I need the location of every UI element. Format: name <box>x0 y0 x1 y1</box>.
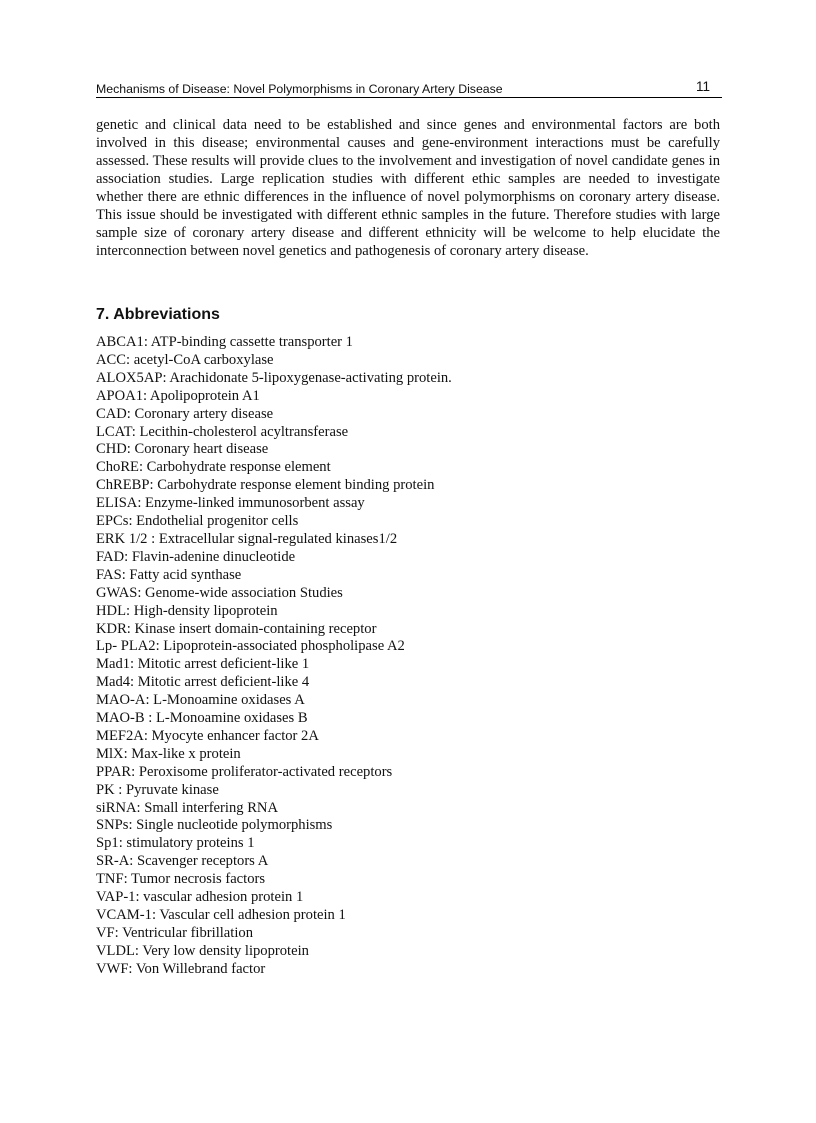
abbreviation-item: ERK 1/2 : Extracellular signal-regulated kinases1/2 <box>96 530 398 547</box>
abbreviation-item: TNF: Tumor necrosis factors <box>96 871 266 888</box>
abbreviation-item: ACC: acetyl-CoA carboxylase <box>96 351 274 368</box>
abbreviation-item: HDL: High-density lipoprotein <box>96 602 278 619</box>
abbreviation-item: SR-A: Scavenger receptors A <box>96 853 269 870</box>
abbreviation-item: ABCA1: ATP-binding cassette transporter 1 <box>96 334 353 350</box>
abbreviation-item: EPCs: Endothelial progenitor cells <box>96 513 299 530</box>
body-paragraph: genetic and clinical data need to be established and since genes and environmental factors are both involved in this disease; environmental causes and gene-environment interactions must be carefully assessed. These results will provide clues to the involvement and investigation of novel candidate genes in association studies. Large replication studies with different ethic samples are needed to investigate whether there are ethnic differences in the influence of novel polymorphisms on coronary artery disease. This issue should be investigated with different ethnic samples in the future. Therefore studies with large sample size of coronary artery disease and different ethnicity will be welcome to help elucidate the interconnection between novel genetics and pathogenesis of coronary artery disease. <box>96 117 720 259</box>
abbreviation-item: siRNA: Small interfering RNA <box>96 799 279 816</box>
abbreviation-item: VF: Ventricular fibrillation <box>96 924 253 941</box>
abbreviation-item: LCAT: Lecithin-cholesterol acyltransferase <box>96 423 349 440</box>
abbreviation-item: MEF2A: Myocyte enhancer factor 2A <box>96 727 319 744</box>
abbreviation-item: Mad4: Mitotic arrest deficient-like 4 <box>96 674 310 691</box>
abbreviation-item: Sp1: stimulatory proteins 1 <box>96 835 255 852</box>
abbreviation-item: MAO-B : L-Monoamine oxidases B <box>96 710 308 727</box>
running-header <box>96 78 722 98</box>
abbreviation-item: FAS: Fatty acid synthase <box>96 566 242 583</box>
abbreviation-item: VLDL: Very low density lipoprotein <box>96 942 309 959</box>
abbreviation-item: VCAM-1: Vascular cell adhesion protein 1 <box>96 907 346 923</box>
abbreviation-item: PK : Pyruvate kinase <box>96 781 219 798</box>
abbreviation-item: APOA1: Apolipoprotein A1 <box>96 387 260 404</box>
abbreviation-item: GWAS: Genome-wide association Studies <box>96 584 343 601</box>
running-title: Mechanisms of Disease: Novel Polymorphisms in Coronary Artery Disease <box>96 82 503 96</box>
abbreviation-list <box>96 334 720 979</box>
abbreviation-item: Mad1: Mitotic arrest deficient-like 1 <box>96 656 310 673</box>
abbreviation-item: VWF: Von Willebrand factor <box>96 960 266 977</box>
abbreviation-item: SNPs: Single nucleotide polymorphisms <box>96 817 333 834</box>
abbreviation-item: Lp- PLA2: Lipoprotein-associated phospholipase A2 <box>96 638 405 655</box>
abbreviation-item: PPAR: Peroxisome proliferator-activated receptors <box>96 763 393 780</box>
abbreviation-item: KDR: Kinase insert domain-containing receptor <box>96 620 377 637</box>
abbreviation-item: FAD: Flavin-adenine dinucleotide <box>96 548 296 565</box>
page-number: 11 <box>695 79 710 94</box>
abbreviation-item: CHD: Coronary heart disease <box>96 441 269 458</box>
abbreviation-item: MAO-A: L-Monoamine oxidases A <box>96 692 305 709</box>
abbreviation-item: VAP-1: vascular adhesion protein 1 <box>96 889 304 906</box>
abbreviation-item: ChREBP: Carbohydrate response element binding protein <box>96 477 435 494</box>
abbreviation-item: ChoRE: Carbohydrate response element <box>96 459 331 476</box>
abbreviation-item: ELISA: Enzyme-linked immunosorbent assay <box>96 495 365 512</box>
abbreviation-item: MlX: Max-like x protein <box>96 745 241 762</box>
section-title: 7. Abbreviations <box>96 306 220 323</box>
abbreviation-item: ALOX5AP: Arachidonate 5-lipoxygenase-activating protein. <box>96 369 452 386</box>
abbreviation-item: CAD: Coronary artery disease <box>96 405 274 422</box>
